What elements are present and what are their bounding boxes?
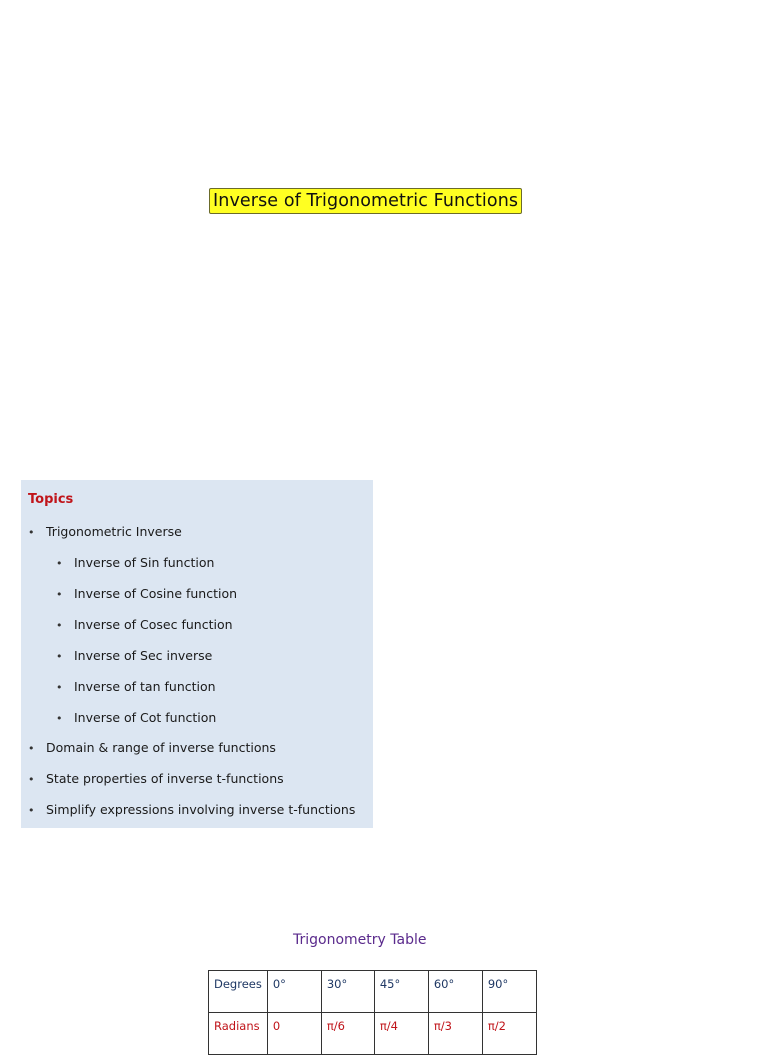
- list-item-text: Inverse of Cot function: [74, 710, 217, 725]
- list-item: [56, 584, 237, 604]
- table-cell: π/6: [321, 1013, 374, 1055]
- list-item: [28, 800, 355, 820]
- list-item-text: Trigonometric Inverse: [46, 524, 182, 539]
- bullet-icon: •: [28, 804, 35, 817]
- list-item-text: State properties of inverse t-functions: [46, 771, 284, 786]
- bullet-icon: •: [56, 681, 63, 694]
- bullet-icon: •: [28, 742, 35, 755]
- table-cell: Degrees: [209, 971, 268, 1013]
- list-item-text: Simplify expressions involving inverse t-functions: [46, 802, 356, 817]
- table-cell: 30°: [321, 971, 374, 1013]
- list-item: [56, 677, 216, 697]
- list-item: [28, 522, 182, 542]
- list-item-text: Inverse of Cosine function: [74, 586, 238, 601]
- list-item: [56, 553, 214, 573]
- list-item-text: Inverse of Sec inverse: [74, 648, 213, 663]
- bullet-icon: •: [28, 526, 35, 539]
- bullet-icon: •: [56, 588, 63, 601]
- page-title: Inverse of Trigonometric Functions: [209, 188, 522, 214]
- list-item: [56, 708, 216, 728]
- bullet-icon: •: [56, 650, 63, 663]
- bullet-icon: •: [56, 619, 63, 632]
- table-cell: 60°: [428, 971, 482, 1013]
- table-cell: π/4: [374, 1013, 428, 1055]
- list-item-text: Inverse of Sin function: [74, 555, 215, 570]
- table-row: [209, 971, 537, 1013]
- topics-heading: Topics: [28, 492, 74, 507]
- trig-table: [208, 970, 537, 1055]
- table-cell: π/3: [428, 1013, 482, 1055]
- list-item-text: Domain & range of inverse functions: [46, 740, 276, 755]
- table-cell: π/2: [482, 1013, 536, 1055]
- list-item: [28, 738, 276, 758]
- list-item: [56, 615, 233, 635]
- list-item: [56, 646, 212, 666]
- table-cell: 45°: [374, 971, 428, 1013]
- table-cell: 90°: [482, 971, 536, 1013]
- table-row: [209, 1013, 537, 1055]
- list-item-text: Inverse of tan function: [74, 679, 216, 694]
- topics-box: [21, 480, 373, 828]
- table-cell: Radians: [209, 1013, 268, 1055]
- table-cell: 0°: [267, 971, 321, 1013]
- list-item: [28, 769, 284, 789]
- bullet-icon: •: [28, 773, 35, 786]
- bullet-icon: •: [56, 712, 63, 725]
- list-item-text: Inverse of Cosec function: [74, 617, 233, 632]
- table-caption: Trigonometry Table: [293, 932, 427, 948]
- table-cell: 0: [267, 1013, 321, 1055]
- bullet-icon: •: [56, 557, 63, 570]
